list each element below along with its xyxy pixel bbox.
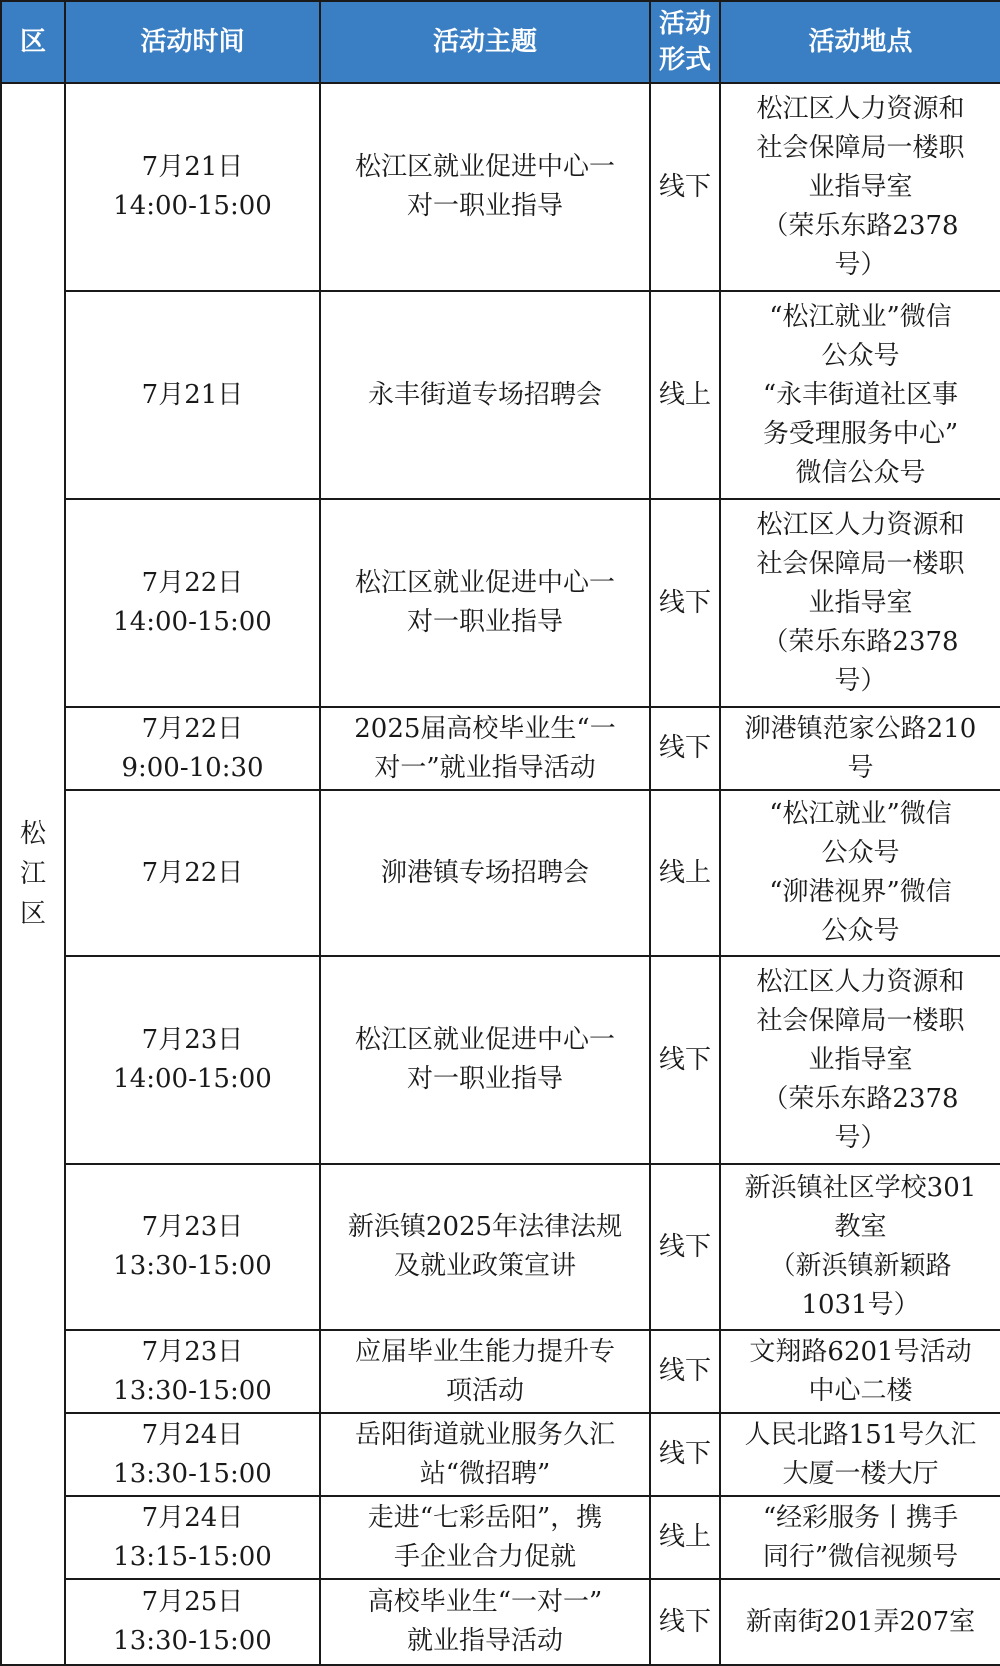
theme-cell: 高校毕业生“一对一” 就业指导活动	[320, 1579, 650, 1665]
time-cell: 7月24日 13:15-15:00	[65, 1496, 320, 1579]
location-cell: “松江就业”微信 公众号 “泖港视界”微信 公众号	[720, 790, 1000, 956]
table-row	[1, 1164, 1000, 1330]
theme-cell: 走进“七彩岳阳”，携 手企业合力促就	[320, 1496, 650, 1579]
time-cell: 7月23日 13:30-15:00	[65, 1164, 320, 1330]
theme-cell: 松江区就业促进中心一 对一职业指导	[320, 499, 650, 707]
format-cell: 线下	[650, 1579, 720, 1665]
format-cell: 线上	[650, 790, 720, 956]
table-row	[1, 83, 1000, 291]
theme-cell: 2025届高校毕业生“一 对一”就业指导活动	[320, 707, 650, 790]
table-row	[1, 790, 1000, 956]
header-theme: 活动主题	[320, 1, 650, 83]
time-cell: 7月25日 13:30-15:00	[65, 1579, 320, 1665]
time-cell: 7月22日	[65, 790, 320, 956]
format-cell: 线下	[650, 1164, 720, 1330]
table-row	[1, 1413, 1000, 1496]
format-cell: 线上	[650, 1496, 720, 1579]
location-cell: 松江区人力资源和 社会保障局一楼职 业指导室 （荣乐东路2378 号）	[720, 499, 1000, 707]
location-cell: 松江区人力资源和 社会保障局一楼职 业指导室 （荣乐东路2378 号）	[720, 83, 1000, 291]
table-row	[1, 291, 1000, 499]
table-row	[1, 1330, 1000, 1413]
format-cell: 线下	[650, 707, 720, 790]
format-cell: 线下	[650, 1330, 720, 1413]
table-row	[1, 956, 1000, 1164]
location-cell: 松江区人力资源和 社会保障局一楼职 业指导室 （荣乐东路2378 号）	[720, 956, 1000, 1164]
table-row	[1, 499, 1000, 707]
header-time: 活动时间	[65, 1, 320, 83]
time-cell: 7月21日	[65, 291, 320, 499]
time-cell: 7月22日 14:00-15:00	[65, 499, 320, 707]
theme-cell: 永丰街道专场招聘会	[320, 291, 650, 499]
location-cell: 泖港镇范家公路210 号	[720, 707, 1000, 790]
header-row	[1, 1, 1000, 83]
location-cell: 文翔路6201号活动 中心二楼	[720, 1330, 1000, 1413]
time-cell: 7月23日 13:30-15:00	[65, 1330, 320, 1413]
format-cell: 线上	[650, 291, 720, 499]
header-format: 活动 形式	[650, 1, 720, 83]
time-cell: 7月21日 14:00-15:00	[65, 83, 320, 291]
table-row	[1, 707, 1000, 790]
format-cell: 线下	[650, 83, 720, 291]
theme-cell: 松江区就业促进中心一 对一职业指导	[320, 83, 650, 291]
district-cell: 松 江 区	[1, 83, 65, 1665]
format-cell: 线下	[650, 499, 720, 707]
theme-cell: 应届毕业生能力提升专 项活动	[320, 1330, 650, 1413]
header-district: 区	[1, 1, 65, 83]
time-cell: 7月23日 14:00-15:00	[65, 956, 320, 1164]
theme-cell: 岳阳街道就业服务久汇 站“微招聘”	[320, 1413, 650, 1496]
table-row	[1, 1579, 1000, 1665]
theme-cell: 泖港镇专场招聘会	[320, 790, 650, 956]
format-cell: 线下	[650, 956, 720, 1164]
location-cell: 人民北路151号久汇 大厦一楼大厅	[720, 1413, 1000, 1496]
location-cell: 新浜镇社区学校301 教室 （新浜镇新颖路 1031号）	[720, 1164, 1000, 1330]
location-cell: “松江就业”微信 公众号 “永丰街道社区事 务受理服务中心” 微信公众号	[720, 291, 1000, 499]
time-cell: 7月24日 13:30-15:00	[65, 1413, 320, 1496]
location-cell: 新南街201弄207室	[720, 1579, 1000, 1665]
format-cell: 线下	[650, 1413, 720, 1496]
table-row	[1, 1496, 1000, 1579]
location-cell: “经彩服务丨携手 同行”微信视频号	[720, 1496, 1000, 1579]
time-cell: 7月22日 9:00-10:30	[65, 707, 320, 790]
theme-cell: 新浜镇2025年法律法规 及就业政策宣讲	[320, 1164, 650, 1330]
theme-cell: 松江区就业促进中心一 对一职业指导	[320, 956, 650, 1164]
header-location: 活动地点	[720, 1, 1000, 83]
